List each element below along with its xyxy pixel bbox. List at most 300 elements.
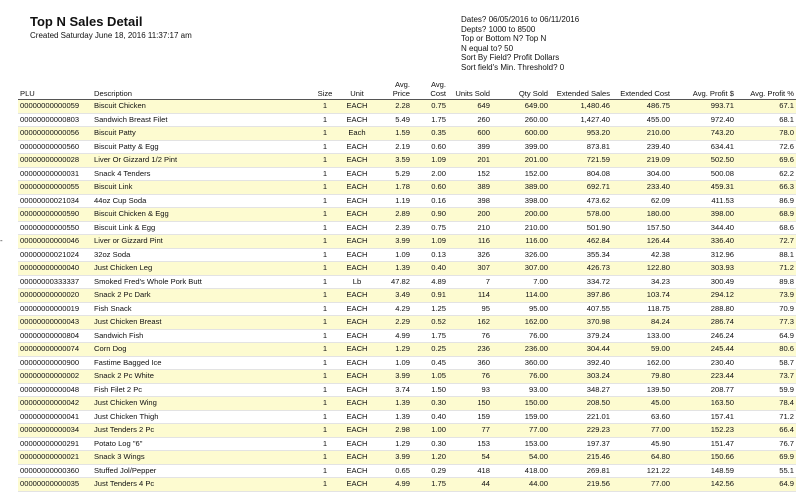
cell-extended-cost: 157.50 [612,221,672,235]
cell-qty-sold: 210.00 [492,221,550,235]
cell-units-sold: 54 [448,451,492,465]
cell-avg-cost: 0.91 [412,289,448,303]
cell-unit: EACH [338,356,376,370]
cell-qty-sold: 200.00 [492,208,550,222]
cell-qty-sold: 54.00 [492,451,550,465]
cell-qty-sold: 360.00 [492,356,550,370]
created-timestamp: Created Saturday June 18, 2016 11:37:17 am [30,31,192,40]
cell-unit: EACH [338,383,376,397]
cell-units-sold: 152 [448,167,492,181]
cell-size: 1 [312,329,338,343]
cell-plu: 00000000000560 [18,140,92,154]
cell-avg-profit-pct: 88.1 [736,248,796,262]
cell-avg-profit-pct: 68.6 [736,221,796,235]
cell-extended-sales: 348.27 [550,383,612,397]
cell-size: 1 [312,248,338,262]
cell-plu: 00000000021024 [18,248,92,262]
cell-avg-cost: 4.89 [412,275,448,289]
cell-units-sold: 326 [448,248,492,262]
col-header-unit: Unit [338,78,376,100]
cell-size: 1 [312,397,338,411]
cell-unit: EACH [338,437,376,451]
cell-extended-sales: 370.98 [550,316,612,330]
cell-size: 1 [312,275,338,289]
criteria-depts: Depts? 1000 to 8500 [461,24,536,34]
cell-unit: EACH [338,181,376,195]
cell-avg-price: 1.19 [376,194,412,208]
cell-avg-profit-dollars: 411.53 [672,194,736,208]
cell-qty-sold: 116.00 [492,235,550,249]
cell-avg-profit-dollars: 303.93 [672,262,736,276]
cell-unit: EACH [338,194,376,208]
table-row [18,221,796,235]
cell-extended-cost: 79.80 [612,370,672,384]
cell-unit: EACH [338,208,376,222]
cell-avg-profit-dollars: 152.23 [672,424,736,438]
cell-unit: EACH [338,464,376,478]
cell-avg-cost: 1.05 [412,370,448,384]
cell-extended-sales: 397.86 [550,289,612,303]
cell-unit: EACH [338,100,376,114]
cell-unit: EACH [338,410,376,424]
cell-description: Smoked Fred's Whole Pork Butt [92,275,312,289]
cell-size: 1 [312,289,338,303]
cell-extended-sales: 219.56 [550,478,612,492]
cell-qty-sold: 418.00 [492,464,550,478]
cell-avg-price: 3.99 [376,451,412,465]
cell-extended-cost: 122.80 [612,262,672,276]
cell-extended-sales: 953.20 [550,127,612,141]
table-row [18,235,796,249]
cell-plu: 00000000021034 [18,194,92,208]
cell-avg-price: 3.74 [376,383,412,397]
cell-description: Corn Dog [92,343,312,357]
cell-size: 1 [312,451,338,465]
cell-description: Fastime Bagged Ice [92,356,312,370]
table-row [18,316,796,330]
cell-description: Biscuit Patty & Egg [92,140,312,154]
cell-avg-profit-dollars: 286.74 [672,316,736,330]
cell-avg-price: 1.29 [376,343,412,357]
cell-plu: 00000000000900 [18,356,92,370]
table-row [18,154,796,168]
cell-size: 1 [312,154,338,168]
cell-extended-sales: 229.23 [550,424,612,438]
cell-avg-price: 0.65 [376,464,412,478]
cell-avg-cost: 0.25 [412,343,448,357]
cell-qty-sold: 153.00 [492,437,550,451]
cell-size: 1 [312,127,338,141]
cell-description: Fish Snack [92,302,312,316]
cell-extended-sales: 304.44 [550,343,612,357]
cell-avg-price: 3.99 [376,370,412,384]
cell-size: 1 [312,410,338,424]
cell-plu: 00000000000360 [18,464,92,478]
table-body [18,100,796,492]
cell-avg-price: 2.39 [376,221,412,235]
table-row [18,356,796,370]
table-row [18,424,796,438]
cell-avg-profit-pct: 78.0 [736,127,796,141]
cell-units-sold: 418 [448,464,492,478]
cell-unit: EACH [338,289,376,303]
cell-avg-profit-dollars: 344.40 [672,221,736,235]
cell-extended-cost: 455.00 [612,113,672,127]
cell-units-sold: 210 [448,221,492,235]
cell-description: Fish Filet 2 Pc [92,383,312,397]
cell-qty-sold: 307.00 [492,262,550,276]
cell-units-sold: 162 [448,316,492,330]
report-title: Top N Sales Detail [30,14,143,29]
cell-avg-price: 4.99 [376,478,412,492]
cell-avg-profit-dollars: 142.56 [672,478,736,492]
cell-units-sold: 201 [448,154,492,168]
cell-avg-profit-dollars: 288.80 [672,302,736,316]
cell-avg-cost: 0.52 [412,316,448,330]
cell-units-sold: 307 [448,262,492,276]
table-row [18,194,796,208]
cell-plu: 00000000000074 [18,343,92,357]
cell-avg-price: 5.49 [376,113,412,127]
cell-unit: EACH [338,140,376,154]
cell-avg-profit-pct: 72.6 [736,140,796,154]
criteria-sort-field: Sort By Field? Profit Dollars [461,53,560,63]
cell-unit: EACH [338,424,376,438]
cell-extended-cost: 486.75 [612,100,672,114]
cell-description: 44oz Cup Soda [92,194,312,208]
cell-description: Just Chicken Thigh [92,410,312,424]
cell-avg-profit-pct: 73.7 [736,370,796,384]
cell-avg-profit-pct: 59.9 [736,383,796,397]
cell-extended-sales: 303.24 [550,370,612,384]
cell-qty-sold: 159.00 [492,410,550,424]
cell-size: 1 [312,437,338,451]
table-row [18,370,796,384]
cell-plu: 00000000000056 [18,127,92,141]
cell-plu: 00000000000031 [18,167,92,181]
cell-description: Just Chicken Leg [92,262,312,276]
cell-avg-cost: 0.45 [412,356,448,370]
cell-avg-cost: 1.25 [412,302,448,316]
cell-qty-sold: 44.00 [492,478,550,492]
cell-size: 1 [312,113,338,127]
cell-plu: 00000000000803 [18,113,92,127]
cell-avg-profit-dollars: 336.40 [672,235,736,249]
cell-size: 1 [312,356,338,370]
cell-size: 1 [312,370,338,384]
cell-extended-cost: 121.22 [612,464,672,478]
cell-avg-profit-dollars: 459.31 [672,181,736,195]
cell-extended-cost: 103.74 [612,289,672,303]
table-row [18,248,796,262]
table-row [18,275,796,289]
cell-avg-cost: 0.60 [412,181,448,195]
cell-avg-price: 1.39 [376,410,412,424]
col-header-avg-profit-dollars: Avg. Profit $ [672,78,736,100]
cell-avg-cost: 0.40 [412,262,448,276]
criteria-dates: Dates? 06/05/2016 to 06/11/2016 [461,15,580,24]
cell-size: 1 [312,478,338,492]
cell-avg-profit-dollars: 230.40 [672,356,736,370]
cell-plu: 00000000000804 [18,329,92,343]
cell-avg-price: 1.09 [376,248,412,262]
cell-description: Just Tenders 2 Pc [92,424,312,438]
cell-units-sold: 77 [448,424,492,438]
cell-description: Just Chicken Breast [92,316,312,330]
cell-extended-sales: 692.71 [550,181,612,195]
cell-extended-sales: 392.40 [550,356,612,370]
cell-description: Biscuit Patty [92,127,312,141]
cell-avg-profit-pct: 66.4 [736,424,796,438]
cell-avg-profit-pct: 62.2 [736,167,796,181]
cell-plu: 00000000000002 [18,370,92,384]
cell-extended-cost: 34.23 [612,275,672,289]
cell-avg-cost: 1.75 [412,329,448,343]
cell-extended-sales: 426.73 [550,262,612,276]
cell-extended-cost: 77.00 [612,424,672,438]
cell-avg-cost: 1.75 [412,478,448,492]
cell-avg-price: 2.19 [376,140,412,154]
cell-avg-profit-pct: 67.1 [736,100,796,114]
cell-avg-price: 47.82 [376,275,412,289]
cell-extended-cost: 77.00 [612,478,672,492]
cell-extended-cost: 45.00 [612,397,672,411]
cell-unit: EACH [338,302,376,316]
cell-avg-profit-dollars: 208.77 [672,383,736,397]
cell-qty-sold: 77.00 [492,424,550,438]
cell-avg-profit-dollars: 246.24 [672,329,736,343]
cell-unit: EACH [338,262,376,276]
cell-extended-cost: 59.00 [612,343,672,357]
col-header-plu: PLU [18,78,92,100]
table-row [18,289,796,303]
cell-qty-sold: 399.00 [492,140,550,154]
cell-avg-cost: 1.09 [412,154,448,168]
cell-unit: EACH [338,451,376,465]
cell-avg-cost: 0.29 [412,464,448,478]
criteria-top-bottom: Top or Bottom N? Top N [461,34,547,44]
cell-description: Stuffed Jol/Pepper [92,464,312,478]
cell-plu: 00000000000059 [18,100,92,114]
cell-extended-cost: 62.09 [612,194,672,208]
cell-avg-profit-dollars: 398.00 [672,208,736,222]
cell-avg-cost: 1.09 [412,235,448,249]
cell-extended-cost: 64.80 [612,451,672,465]
cell-extended-sales: 197.37 [550,437,612,451]
cell-avg-cost: 1.50 [412,383,448,397]
cell-extended-sales: 462.84 [550,235,612,249]
cell-units-sold: 95 [448,302,492,316]
cell-size: 1 [312,424,338,438]
cell-avg-price: 1.09 [376,356,412,370]
cell-avg-profit-dollars: 972.40 [672,113,736,127]
cell-qty-sold: 7.00 [492,275,550,289]
cell-units-sold: 398 [448,194,492,208]
cell-extended-cost: 239.40 [612,140,672,154]
cell-units-sold: 44 [448,478,492,492]
cell-unit: EACH [338,370,376,384]
cell-qty-sold: 95.00 [492,302,550,316]
cell-qty-sold: 93.00 [492,383,550,397]
cell-extended-sales: 1,427.40 [550,113,612,127]
cell-avg-cost: 1.20 [412,451,448,465]
cell-avg-profit-dollars: 150.66 [672,451,736,465]
cell-extended-sales: 269.81 [550,464,612,478]
cell-extended-sales: 578.00 [550,208,612,222]
col-header-avg-profit-pct: Avg. Profit % [736,78,796,100]
cell-extended-sales: 873.81 [550,140,612,154]
table-row [18,329,796,343]
cell-avg-cost: 0.75 [412,100,448,114]
cell-avg-cost: 0.90 [412,208,448,222]
cell-qty-sold: 600.00 [492,127,550,141]
cell-units-sold: 153 [448,437,492,451]
cell-description: 32oz Soda [92,248,312,262]
cell-avg-profit-pct: 69.6 [736,154,796,168]
cell-avg-profit-dollars: 294.12 [672,289,736,303]
cell-plu: 00000000000028 [18,154,92,168]
cell-unit: EACH [338,248,376,262]
cell-avg-profit-pct: 70.9 [736,302,796,316]
cell-size: 1 [312,221,338,235]
cell-avg-profit-dollars: 163.50 [672,397,736,411]
cell-qty-sold: 150.00 [492,397,550,411]
cell-plu: 00000000000590 [18,208,92,222]
cell-extended-cost: 84.24 [612,316,672,330]
cell-plu: 00000000000055 [18,181,92,195]
col-header-extended-cost: Extended Cost [612,78,672,100]
cell-qty-sold: 162.00 [492,316,550,330]
cell-units-sold: 649 [448,100,492,114]
cell-avg-profit-dollars: 245.44 [672,343,736,357]
cell-avg-price: 3.59 [376,154,412,168]
cell-unit: EACH [338,478,376,492]
cell-extended-sales: 379.24 [550,329,612,343]
cell-avg-profit-pct: 73.9 [736,289,796,303]
cell-description: Liver or Gizzard Pint [92,235,312,249]
cell-avg-profit-dollars: 993.71 [672,100,736,114]
cell-avg-profit-pct: 80.6 [736,343,796,357]
cell-extended-cost: 126.44 [612,235,672,249]
cell-extended-cost: 118.75 [612,302,672,316]
cell-description: Liver Or Gizzard 1/2 Pint [92,154,312,168]
cell-qty-sold: 236.00 [492,343,550,357]
col-header-avg-price: Avg. Price [376,78,412,100]
cell-qty-sold: 389.00 [492,181,550,195]
cell-size: 1 [312,208,338,222]
cell-size: 1 [312,235,338,249]
table-row [18,140,796,154]
cell-extended-sales: 1,480.46 [550,100,612,114]
cell-plu: 00000000000020 [18,289,92,303]
cell-plu: 00000000000046 [18,235,92,249]
cell-units-sold: 93 [448,383,492,397]
cell-avg-profit-dollars: 223.44 [672,370,736,384]
table-row [18,397,796,411]
cell-avg-cost: 2.00 [412,167,448,181]
cell-size: 1 [312,302,338,316]
cell-extended-sales: 208.50 [550,397,612,411]
cell-avg-cost: 0.16 [412,194,448,208]
cell-avg-profit-pct: 58.7 [736,356,796,370]
cell-size: 1 [312,343,338,357]
cell-size: 1 [312,464,338,478]
cell-avg-profit-pct: 76.7 [736,437,796,451]
cell-description: Biscuit Link [92,181,312,195]
cell-avg-profit-dollars: 502.50 [672,154,736,168]
col-header-qty-sold: Qty Sold [492,78,550,100]
cell-size: 1 [312,167,338,181]
col-header-units-sold: Units Sold [448,78,492,100]
cell-plu: 00000000000550 [18,221,92,235]
cell-units-sold: 360 [448,356,492,370]
cell-avg-cost: 1.00 [412,424,448,438]
cell-units-sold: 600 [448,127,492,141]
cell-avg-cost: 0.13 [412,248,448,262]
cell-qty-sold: 649.00 [492,100,550,114]
cell-qty-sold: 114.00 [492,289,550,303]
cell-qty-sold: 260.00 [492,113,550,127]
cell-avg-cost: 0.40 [412,410,448,424]
cell-plu: 00000000000041 [18,410,92,424]
cell-extended-sales: 215.46 [550,451,612,465]
cell-description: Snack 2 Pc Dark [92,289,312,303]
cell-avg-price: 5.29 [376,167,412,181]
cell-avg-price: 3.49 [376,289,412,303]
cell-size: 1 [312,140,338,154]
cell-unit: Lb [338,275,376,289]
cell-description: Sandwich Fish [92,329,312,343]
cell-avg-profit-pct: 68.1 [736,113,796,127]
cell-avg-profit-pct: 55.1 [736,464,796,478]
cell-avg-price: 2.98 [376,424,412,438]
cell-size: 1 [312,383,338,397]
cell-avg-profit-pct: 68.9 [736,208,796,222]
cell-unit: EACH [338,329,376,343]
cell-avg-profit-pct: 71.2 [736,262,796,276]
cell-avg-price: 2.89 [376,208,412,222]
cell-avg-price: 1.59 [376,127,412,141]
cell-extended-sales: 501.90 [550,221,612,235]
criteria-n: N equal to? 50 [461,43,514,53]
cell-extended-sales: 334.72 [550,275,612,289]
cell-unit: EACH [338,113,376,127]
table-row [18,302,796,316]
cell-plu: 00000000000042 [18,397,92,411]
table-header-row [18,78,796,100]
cell-avg-profit-pct: 71.2 [736,410,796,424]
cell-extended-cost: 133.00 [612,329,672,343]
cell-size: 1 [312,100,338,114]
col-header-description: Description [92,78,312,100]
cell-qty-sold: 201.00 [492,154,550,168]
cell-description: Just Tenders 4 Pc [92,478,312,492]
cell-avg-profit-pct: 78.4 [736,397,796,411]
cell-plu: 00000000000043 [18,316,92,330]
cell-unit: EACH [338,343,376,357]
cell-extended-cost: 162.00 [612,356,672,370]
cell-size: 1 [312,262,338,276]
cell-size: 1 [312,181,338,195]
cell-units-sold: 260 [448,113,492,127]
cell-avg-profit-pct: 89.8 [736,275,796,289]
cell-extended-cost: 139.50 [612,383,672,397]
cell-qty-sold: 152.00 [492,167,550,181]
cell-avg-profit-dollars: 300.49 [672,275,736,289]
cell-avg-price: 4.99 [376,329,412,343]
cell-description: Biscuit Chicken & Egg [92,208,312,222]
cell-plu: 00000000000034 [18,424,92,438]
